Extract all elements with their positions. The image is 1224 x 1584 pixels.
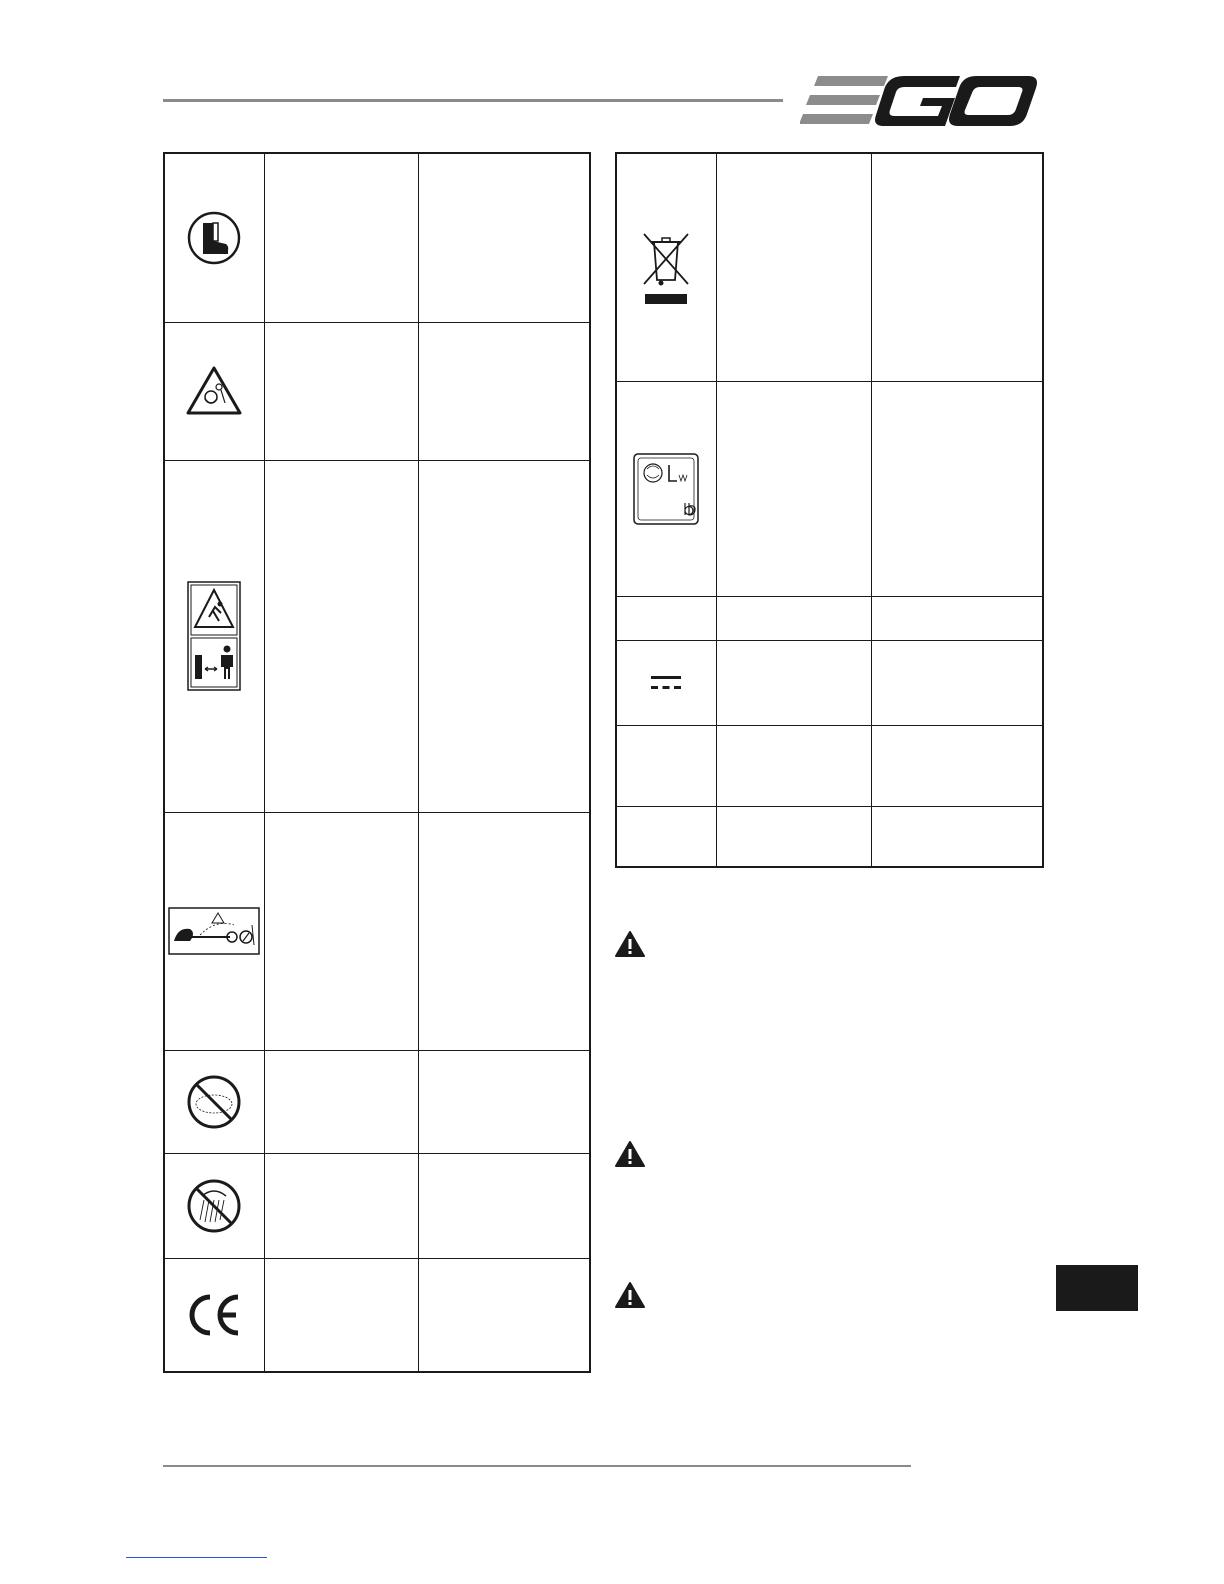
icon-cell [164, 1153, 264, 1258]
description-cell [418, 153, 590, 322]
icon-cell [164, 322, 264, 460]
description-cell [716, 725, 871, 806]
description-cell [716, 640, 871, 725]
ce-mark-icon [186, 1293, 242, 1337]
thrown-objects-warning-icon [168, 907, 260, 955]
description-cell [418, 1258, 590, 1372]
table-row [164, 153, 590, 322]
description-cell [264, 1258, 418, 1372]
icon-cell [164, 1050, 264, 1153]
eye-protection-warning-icon [185, 365, 243, 417]
table-row [164, 1258, 590, 1372]
description-cell [871, 596, 1043, 640]
table-row [616, 725, 1043, 806]
description-cell [418, 1050, 590, 1153]
description-cell [871, 153, 1043, 381]
description-cell [871, 806, 1043, 867]
icon-cell [164, 1258, 264, 1372]
symbols-table-right [615, 152, 1044, 868]
description-cell [418, 812, 590, 1050]
warning-triangle-icon [614, 930, 646, 958]
description-cell [264, 322, 418, 460]
description-cell [871, 725, 1043, 806]
warning-triangle-icon [614, 1281, 646, 1309]
description-cell [418, 460, 590, 812]
table-row [164, 1153, 590, 1258]
icon-cell [616, 640, 716, 725]
safety-boots-icon [186, 210, 242, 266]
table-row [164, 1050, 590, 1153]
table-row [164, 322, 590, 460]
description-cell [871, 381, 1043, 596]
sound-power-level-icon [633, 453, 699, 525]
description-cell [716, 381, 871, 596]
icon-cell [164, 153, 264, 322]
description-cell [716, 596, 871, 640]
icon-cell [616, 596, 716, 640]
icon-cell [164, 812, 264, 1050]
icon-cell [616, 725, 716, 806]
description-cell [871, 640, 1043, 725]
description-cell [264, 153, 418, 322]
description-cell [264, 1050, 418, 1153]
description-cell [418, 1153, 590, 1258]
symbols-table-left [163, 152, 591, 1373]
keep-bystanders-away-icon [187, 581, 241, 691]
ego-logo [800, 70, 1040, 130]
table-row [616, 381, 1043, 596]
description-cell [264, 460, 418, 812]
icon-cell [616, 806, 716, 867]
header-rule [163, 99, 783, 102]
table-row [164, 460, 590, 812]
no-rain-icon [186, 1178, 242, 1234]
table-row [616, 153, 1043, 381]
description-cell [418, 322, 590, 460]
direct-current-icon [650, 674, 682, 692]
icon-cell [616, 153, 716, 381]
no-blade-icon [186, 1074, 242, 1130]
icon-cell [164, 460, 264, 812]
table-row [164, 812, 590, 1050]
description-cell [264, 812, 418, 1050]
weee-crossed-bin-icon [640, 228, 692, 306]
icon-cell [616, 381, 716, 596]
description-cell [716, 806, 871, 867]
table-row [616, 596, 1043, 640]
description-cell [264, 1153, 418, 1258]
table-row [616, 806, 1043, 867]
language-tab-block [1056, 1265, 1138, 1311]
warning-triangle-icon [614, 1140, 646, 1168]
footer-rule [163, 1465, 911, 1467]
description-cell [716, 153, 871, 381]
link-underline[interactable] [126, 1557, 267, 1558]
table-row [616, 640, 1043, 725]
